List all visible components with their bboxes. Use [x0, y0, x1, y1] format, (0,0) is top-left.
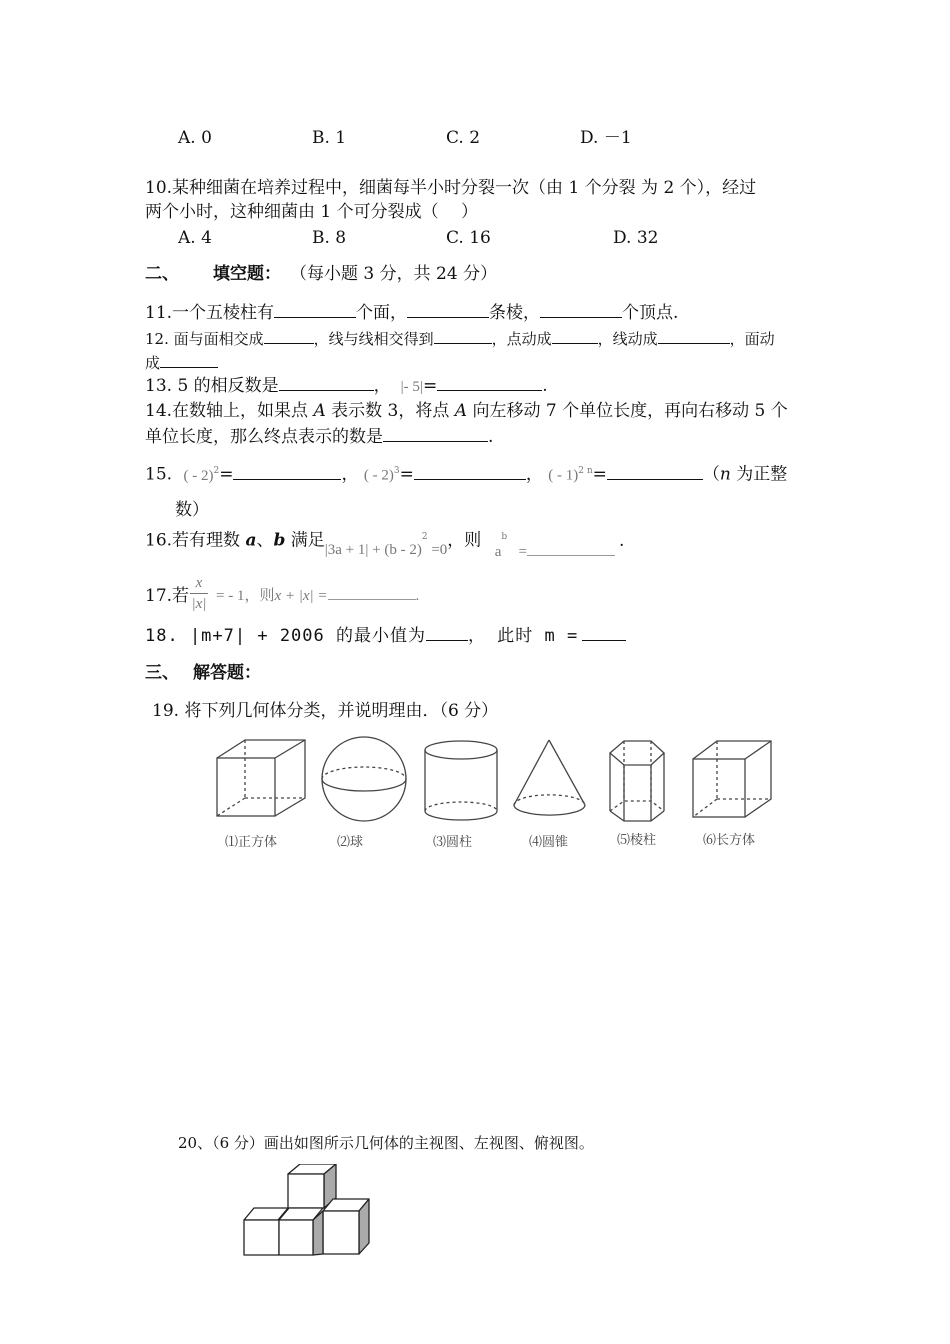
q18: [145, 624, 626, 647]
q16-square: 2: [421, 532, 428, 542]
q15-comma-1: ，: [341, 464, 359, 485]
cylinder-solid: [425, 741, 497, 820]
q12-text-3: ，点动成: [491, 330, 552, 348]
q9-option-d: D. －1: [580, 128, 632, 148]
q10-option-c: C. 16: [446, 228, 491, 248]
q11-text-1: 11.一个五棱柱有: [145, 303, 275, 323]
q13-abs-expr: |- 5|: [400, 379, 423, 395]
q15-n: n: [719, 464, 731, 485]
q17-end: .: [415, 588, 420, 604]
q16-condition-expr: |3a + 1| + (b - 2): [324, 541, 422, 558]
q16-var-a: a: [245, 530, 257, 551]
q13-blank-2: [437, 374, 542, 391]
q15-exp-3: 2 n: [578, 466, 593, 476]
caption-cone: ⑷圆锥: [529, 835, 569, 850]
q15-eq-2: =: [399, 464, 414, 485]
q17-blank: [328, 585, 416, 600]
q16-zero: =0: [427, 541, 448, 558]
q11-blank-faces: [274, 301, 356, 318]
q17-prefix: 17.若: [145, 586, 190, 606]
q20-cubes-figure: [242, 1164, 382, 1264]
q12-blank-4: [658, 327, 730, 344]
q13-text-2: ，: [373, 376, 391, 396]
q15-expr-3: ( - 1): [548, 467, 579, 484]
q15-line2: 数）: [175, 500, 209, 520]
caption-sphere: ⑵球: [337, 835, 364, 850]
cone-solid: [514, 740, 585, 815]
q17-rhs: = - 1，则: [216, 588, 275, 604]
q10-option-a: A. 4: [178, 228, 212, 248]
caption-prism: ⑸棱柱: [617, 833, 657, 848]
caption-cylinder: ⑶圆柱: [433, 835, 473, 850]
section3-number: 三、: [145, 663, 179, 683]
prism-solid: [610, 741, 664, 821]
q12-text-5: ，面动: [729, 330, 775, 348]
q11-text-2: 个面，: [356, 303, 408, 323]
q14-point-a-2: A: [454, 401, 468, 421]
q12-text-6: 成: [145, 354, 161, 372]
q14-text-3: 向左移动 7 个单位长度，再向右移动 5 个: [467, 401, 788, 421]
q12-blank-2: [434, 327, 492, 344]
q12-line1: [145, 327, 775, 350]
cube-solid: [217, 740, 305, 816]
caption-cube: ⑴正方体: [225, 835, 278, 850]
q13-text-4: .: [542, 376, 548, 396]
q11-blank-vertices: [540, 301, 622, 318]
q18-blank-1: [426, 624, 468, 641]
q15-blank-1: [233, 463, 341, 480]
q16-text-3: ，则: [447, 530, 482, 551]
q15-eq-1: =: [219, 464, 234, 485]
q16-text-2: 满足: [285, 530, 325, 551]
q17-numerator: x: [195, 575, 203, 591]
q14-point-a-1: A: [313, 401, 326, 421]
q11-text-4: 个顶点.: [622, 303, 679, 323]
q11: [145, 301, 678, 324]
q11-text-3: 条棱，: [489, 303, 541, 323]
q13: [145, 374, 548, 398]
q19-solids-figure: [205, 735, 805, 855]
q17-rest: [216, 585, 419, 607]
q12-blank-5: [160, 351, 218, 368]
q16-power-base: a: [494, 543, 502, 560]
section2-title: 填空题：: [213, 264, 281, 284]
q11-blank-edges: [407, 301, 489, 318]
q14-text-4: 单位长度，那么终点表示的数是: [145, 427, 383, 447]
q14-text-5: .: [488, 427, 494, 447]
q10-option-b: B. 8: [312, 228, 347, 248]
q12-text-1: 12. 面与面相交成: [145, 330, 264, 348]
q16-sep: 、: [256, 530, 274, 551]
q14-line2: [145, 425, 493, 448]
section2-note: （每小题 3 分，共 24 分）: [290, 264, 498, 284]
q18-mid: ， 此时 m =: [468, 626, 579, 646]
q15-line1: [145, 460, 787, 487]
q12-blank-1: [264, 327, 314, 344]
q16-text-1: 16.若有理数: [145, 530, 246, 551]
q20-text: 20、（6 分）画出如图所示几何体的主视图、左视图、俯视图。: [178, 1134, 594, 1152]
section2-number: 二、: [145, 264, 179, 284]
q17-expr: x + |x| =: [274, 588, 328, 604]
q15-blank-2: [414, 463, 526, 480]
q17-fraction-bar: [190, 593, 208, 594]
q14-text-1: 14.在数轴上，如果点: [145, 401, 314, 421]
q15-exp-2: 3: [393, 466, 400, 476]
sphere-solid: [322, 737, 406, 821]
caption-cuboid: ⑹长方体: [703, 833, 756, 848]
q12-line2: [145, 351, 218, 374]
q17-denominator: |x|: [191, 596, 207, 612]
q9-option-b: B. 1: [312, 128, 347, 148]
q10-line2: 两个小时，这种细菌由 1 个可分裂成（ ）: [145, 202, 479, 222]
q16-blank: [527, 541, 615, 556]
q15-blank-3: [607, 463, 703, 480]
cuboid-solid: [693, 741, 771, 817]
q14-blank: [383, 425, 488, 442]
q9-option-c: C. 2: [446, 128, 481, 148]
q14-text-2: 表示数 3，将点: [325, 401, 455, 421]
q15-eq-3: =: [592, 464, 607, 485]
q15-expr-2: ( - 2): [363, 467, 394, 484]
q15-note-open: （: [702, 464, 720, 485]
q18-blank-2: [582, 624, 626, 641]
q15-number: 15.: [145, 464, 173, 485]
q12-blank-3: [552, 327, 598, 344]
q12-text-4: ，线动成: [597, 330, 658, 348]
q16-eq: =: [518, 543, 528, 560]
q16: [145, 526, 625, 560]
q12-text-2: ，线与线相交得到: [313, 330, 434, 348]
q13-text-1: 13. 5 的相反数是: [145, 376, 279, 396]
q18-text: 18. |m+7| + 2006 的最小值为: [145, 626, 426, 646]
q15-note-text: 为正整: [730, 464, 788, 485]
q17-fraction: [190, 574, 208, 613]
q15-exp-1: 2: [213, 466, 220, 476]
q13-text-3: =: [422, 376, 438, 396]
q15-expr-1: ( - 2): [183, 467, 214, 484]
q15-comma-2: ，: [525, 464, 543, 485]
q9-option-a: A. 0: [178, 128, 212, 148]
q10-line1: 10.某种细菌在培养过程中，细菌每半小时分裂一次（由 1 个分裂 为 2 个），经过: [145, 178, 757, 198]
q10-option-d: D. 32: [613, 228, 659, 248]
q14-line1: [145, 400, 788, 422]
q16-end: .: [619, 530, 625, 551]
q13-blank-1: [279, 374, 374, 391]
q19-text: 19. 将下列几何体分类，并说明理由．（6 分）: [152, 701, 499, 721]
section3-title: 解答题：: [193, 663, 261, 683]
q16-power-exp: b: [501, 532, 508, 542]
q16-var-b: b: [273, 530, 286, 551]
